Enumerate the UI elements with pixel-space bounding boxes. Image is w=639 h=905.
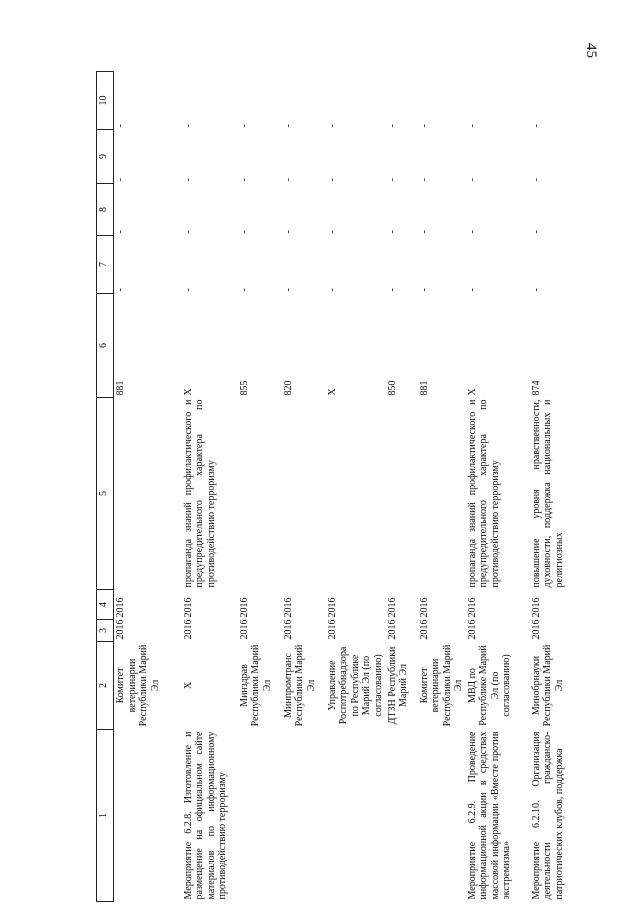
result-cell: пропаганда знаний профилактического и предупредительного характера по противодействию терроризму [182, 399, 217, 588]
executor-cell: Минпромтранс Республики Марий Эл [282, 644, 317, 727]
end-year-cell: 2016 [466, 597, 478, 618]
event-cell: Мероприятие 6.2.10. Организация деятельности гражданско-патриотических клубов, поддержка [530, 731, 565, 900]
value-cell-10: - [238, 124, 250, 128]
event-cell [418, 730, 466, 902]
value-cell-9: - [530, 178, 542, 182]
col-header-1: 1 [97, 730, 114, 902]
value-cell-7: - [466, 288, 478, 292]
value-cell-10: - [326, 124, 338, 128]
value-cell-9: - [182, 178, 194, 182]
value-cell-9: - [115, 178, 126, 182]
result-cell: повышение уровня нравственности, духовности, поддержка национальных и религиозных [530, 399, 565, 588]
table-row [326, 72, 386, 902]
value-cell-8: - [238, 230, 250, 234]
result-cell [114, 398, 182, 590]
end-year-cell: 2016 [326, 597, 338, 618]
col-header-8: 8 [97, 184, 114, 236]
col-header-10: 10 [97, 72, 114, 130]
table-row [418, 72, 466, 902]
value-cell-8: - [282, 230, 294, 234]
col-header-7: 7 [97, 236, 114, 294]
result-cell [386, 398, 418, 590]
start-year-cell: 2016 [182, 619, 194, 640]
value-cell-7: - [530, 288, 542, 292]
table-row [530, 72, 588, 902]
start-year-cell: 2016 [418, 619, 430, 640]
executor-cell: Минздрав Республики Марий Эл [238, 644, 273, 727]
value-cell-7: - [386, 288, 398, 292]
value-cell-9: - [418, 178, 430, 182]
table-row [182, 72, 238, 902]
value-cell-7: - [115, 288, 126, 292]
table-row [466, 72, 530, 902]
value-cell-10: - [530, 124, 542, 128]
executor-cell: Комитет ветеринарии Республики Марий Эл [418, 644, 464, 727]
event-cell [114, 730, 182, 902]
value-cell-10: - [386, 124, 398, 128]
table-row [238, 72, 282, 902]
header-row [97, 72, 114, 902]
start-year-cell: 2016 [238, 619, 250, 640]
result-cell [282, 398, 326, 590]
value-cell-8: - [386, 230, 398, 234]
code-cell: 855 [238, 380, 250, 396]
start-year-cell: 2016 [115, 619, 126, 640]
code-cell: 881 [115, 380, 126, 396]
table-row [386, 72, 418, 902]
end-year-cell: 2016 [282, 597, 294, 618]
rotated-table-frame [96, 72, 631, 902]
value-cell-8: - [530, 230, 542, 234]
end-year-cell: 2016 [530, 597, 542, 618]
start-year-cell: 2016 [530, 619, 542, 640]
value-cell-9: - [282, 178, 294, 182]
col-header-6: 6 [97, 294, 114, 398]
col-header-5: 5 [97, 398, 114, 590]
event-cell: Мероприятие 6.2.8. Изготовление и размещение на официальном сайте материалов по информационному противодействию терроризму [182, 731, 228, 900]
code-cell: X [466, 388, 478, 396]
table-row [282, 72, 326, 902]
result-cell: пропаганда знаний профилактического и предупредительного характера по противодействию терроризму [466, 399, 501, 588]
value-cell-10: - [182, 124, 194, 128]
col-header-4: 4 [97, 590, 114, 620]
event-cell [386, 730, 418, 902]
value-cell-10: - [282, 124, 294, 128]
executor-cell: Управление Роспотребнадзора по Республике Марий Эл (по согласованию) [326, 646, 384, 725]
value-cell-8: - [182, 230, 194, 234]
code-cell: 874 [530, 380, 542, 396]
start-year-cell: 2016 [386, 619, 398, 640]
event-cell [238, 730, 282, 902]
col-header-3: 3 [97, 620, 114, 642]
code-cell: 881 [418, 380, 430, 396]
end-year-cell: 2016 [418, 597, 430, 618]
event-cell [326, 730, 386, 902]
executor-cell: Комитет ветеринарии Республики Марий Эл [115, 644, 161, 727]
col-header-9: 9 [97, 130, 114, 184]
end-year-cell: 2016 [115, 597, 126, 618]
code-cell: X [182, 388, 194, 396]
events-table [96, 71, 588, 902]
value-cell-9: - [326, 178, 338, 182]
result-cell [238, 398, 282, 590]
value-cell-7: - [326, 288, 338, 292]
value-cell-7: - [238, 288, 250, 292]
value-cell-7: - [418, 288, 430, 292]
value-cell-8: - [418, 230, 430, 234]
value-cell-7: - [282, 288, 294, 292]
executor-cell: ДТЗН Республики Марий Эл [386, 646, 409, 725]
code-cell: 850 [386, 380, 398, 396]
end-year-cell: 2016 [238, 597, 250, 618]
code-cell: 820 [282, 380, 294, 396]
value-cell-10: - [466, 124, 478, 128]
event-cell: Мероприятие 6.2.9. Проведение информационной акции в средствах массовой информации «Вместе против экстремизма» [466, 731, 512, 900]
result-cell [326, 398, 386, 590]
executor-cell: МВД по Республике Марий Эл (по согласованию) [466, 645, 512, 726]
executor-cell: Минобрнауки Республики Марий Эл [530, 644, 565, 727]
value-cell-8: - [466, 230, 478, 234]
code-cell: X [326, 388, 338, 396]
page-number: 45 [583, 43, 599, 58]
value-cell-10: - [418, 124, 430, 128]
table-row [114, 72, 182, 902]
value-cell-8: - [115, 230, 126, 234]
value-cell-7: - [182, 288, 194, 292]
value-cell-9: - [386, 178, 398, 182]
value-cell-9: - [466, 178, 478, 182]
value-cell-8: - [326, 230, 338, 234]
start-year-cell: 2016 [326, 619, 338, 640]
value-cell-9: - [238, 178, 250, 182]
end-year-cell: 2016 [182, 597, 194, 618]
col-header-2: 2 [97, 642, 114, 730]
value-cell-10: - [115, 124, 126, 128]
executor-cell: X [182, 681, 194, 690]
start-year-cell: 2016 [282, 619, 294, 640]
start-year-cell: 2016 [466, 619, 478, 640]
result-cell [418, 398, 466, 590]
event-cell [282, 730, 326, 902]
end-year-cell: 2016 [386, 597, 398, 618]
